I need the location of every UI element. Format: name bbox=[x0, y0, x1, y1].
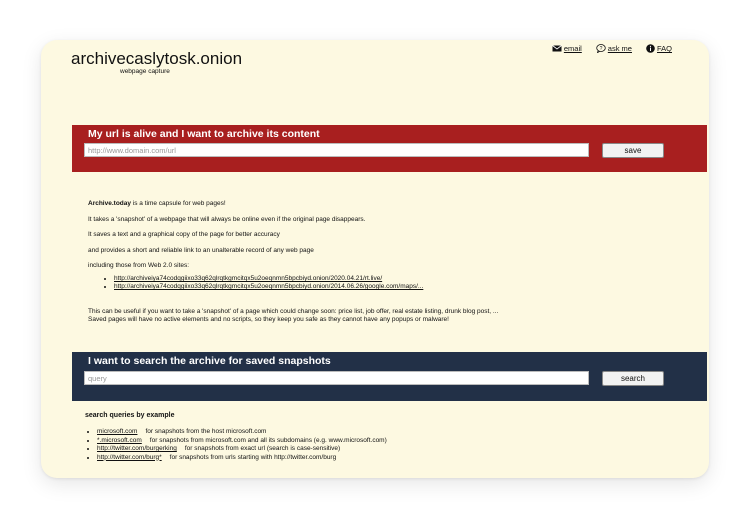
usefulness-line: Saved pages will have no active elements and no scripts, so they keep you safe as they cannot have any popups or malware! bbox=[88, 316, 449, 323]
search-form-title: I want to search the archive for saved snapshots bbox=[88, 355, 331, 367]
page-card bbox=[41, 40, 709, 478]
top-links bbox=[552, 44, 672, 53]
usefulness-note bbox=[88, 308, 498, 324]
email-link-label: email bbox=[563, 44, 582, 53]
example-query-link[interactable]: *.microsoft.com bbox=[97, 436, 142, 444]
faq-link-label: FAQ bbox=[656, 44, 672, 53]
search-button[interactable]: search bbox=[602, 371, 664, 386]
usefulness-line: This can be useful if you want to take a 'snapshot' of a page which could change soon: price list, job offer, real estate listing, drunk blog post, ... bbox=[88, 308, 499, 315]
example-snapshot-link[interactable]: http://archiveiya74codqgiixo33q62qlrqtkgmcitqx5u2oeqnmn5bpcbiyd.onion/2014.06.26/google.com/maps/... bbox=[114, 283, 424, 290]
list-item bbox=[114, 283, 423, 291]
search-examples bbox=[85, 412, 387, 462]
list-item bbox=[97, 437, 387, 446]
url-input[interactable]: http://www.domain.com/url bbox=[84, 143, 589, 157]
faq-link[interactable] bbox=[646, 44, 672, 53]
site-subtitle: webpage capture bbox=[120, 68, 170, 75]
search-examples-list bbox=[85, 428, 387, 462]
search-input[interactable]: query bbox=[84, 371, 589, 385]
search-form bbox=[72, 352, 707, 401]
ask-me-link-label: ask me bbox=[607, 44, 632, 53]
ask-me-link[interactable] bbox=[596, 44, 632, 53]
example-query-link[interactable]: http://twitter.com/burg* bbox=[97, 453, 162, 461]
list-item bbox=[114, 275, 423, 283]
description-intro bbox=[88, 200, 423, 208]
question-bubble-icon bbox=[596, 44, 606, 53]
description-line: including those from Web 2.0 sites: bbox=[88, 262, 190, 269]
site-title[interactable]: archivecaslytosk.onion bbox=[71, 49, 243, 68]
example-query-link[interactable]: microsoft.com bbox=[97, 428, 138, 435]
list-item bbox=[97, 445, 387, 454]
example-links bbox=[88, 275, 423, 291]
example-query-desc: for snapshots from urls starting with http://twitter.com/burg bbox=[169, 453, 337, 461]
info-icon bbox=[646, 44, 655, 53]
example-query-desc: for snapshots from microsoft.com and all its subdomains (e.g. www.microsoft.com) bbox=[149, 436, 387, 444]
description-line: It takes a 'snapshot' of a webpage that will always be online even if the original page disappears. bbox=[88, 215, 366, 223]
example-query-desc: for snapshots from the host microsoft.com bbox=[145, 428, 267, 435]
description-line: It saves a text and a graphical copy of the page for better accuracy bbox=[88, 231, 280, 238]
description-line: and provides a short and reliable link to an unalterable record of any web page bbox=[88, 246, 314, 254]
description bbox=[88, 200, 423, 291]
intro-text: is a time capsule for web pages! bbox=[131, 200, 226, 207]
list-item bbox=[97, 454, 387, 463]
archive-form bbox=[72, 125, 707, 172]
search-examples-title: search queries by example bbox=[85, 412, 175, 419]
example-query-desc: for snapshots from exact url (search is case-sensitive) bbox=[184, 445, 341, 452]
svg-text:?: ? bbox=[599, 45, 603, 52]
example-snapshot-link[interactable]: http://archiveiya74codqgiixo33q62qlrqtkgmcitqx5u2oeqnmn5bpcbiyd.onion/2020.04.21/rt.live/ bbox=[114, 275, 383, 282]
archive-form-title: My url is alive and I want to archive its content bbox=[88, 128, 320, 140]
mail-icon bbox=[552, 45, 562, 52]
example-query-link[interactable]: http://twitter.com/burgerking bbox=[97, 445, 177, 452]
list-item bbox=[97, 428, 387, 437]
save-button[interactable]: save bbox=[602, 143, 664, 158]
email-link[interactable] bbox=[552, 44, 582, 53]
brand-name: Archive.today bbox=[88, 200, 131, 207]
